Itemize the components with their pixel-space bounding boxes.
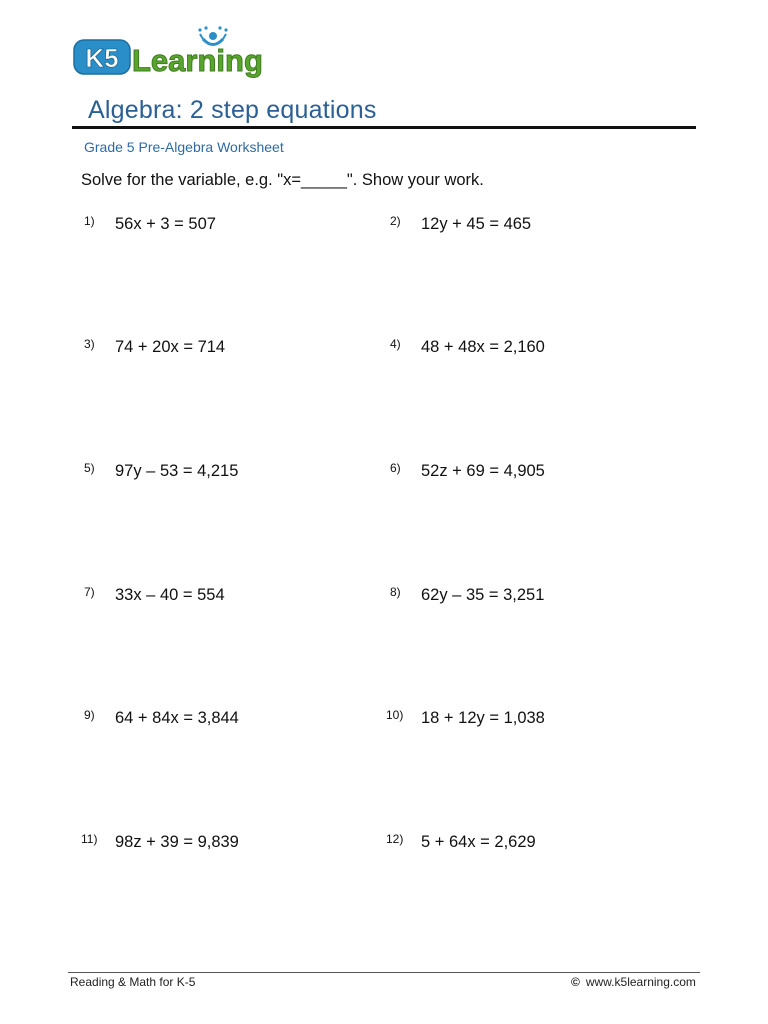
- problem-number: 11): [81, 832, 98, 846]
- title-divider: [72, 126, 696, 129]
- problem-equation: 48 + 48x = 2,160: [421, 338, 545, 356]
- problem-number: 3): [84, 337, 95, 351]
- problem-number: 2): [390, 214, 401, 228]
- problem-number: 10): [386, 708, 404, 722]
- problem-equation: 98z + 39 = 9,839: [115, 833, 239, 851]
- problem-equation: 33x – 40 = 554: [115, 586, 225, 604]
- logo-learning-text: Learning: [132, 43, 263, 78]
- problem-equation: 62y – 35 = 3,251: [421, 586, 545, 604]
- logo-k5-text: K5: [85, 43, 119, 73]
- k5-learning-logo: [72, 26, 264, 80]
- problem-equation: 74 + 20x = 714: [115, 338, 226, 356]
- problem-equation: 12y + 45 = 465: [421, 215, 532, 233]
- problem-number: 9): [84, 708, 95, 722]
- footer-website: [571, 975, 696, 989]
- problem-equation: 97y – 53 = 4,215: [115, 462, 239, 480]
- footer-url: www.k5learning.com: [585, 975, 696, 989]
- problem-equation: 56x + 3 = 507: [115, 215, 216, 233]
- problem-equation: 52z + 69 = 4,905: [421, 462, 545, 480]
- worksheet-title: Algebra: 2 step equations: [88, 96, 377, 124]
- worksheet-subtitle: Grade 5 Pre-Algebra Worksheet: [84, 139, 284, 155]
- footer-tagline: Reading & Math for K-5: [70, 975, 196, 989]
- footer-divider: [68, 972, 700, 973]
- problem-number: 8): [390, 585, 401, 599]
- problem-number: 6): [390, 461, 401, 475]
- problem-number: 4): [390, 337, 401, 351]
- problem-number: 5): [84, 461, 95, 475]
- copyright-icon: ©: [571, 975, 580, 989]
- problem-equation: 18 + 12y = 1,038: [421, 709, 545, 727]
- logo-figure-icon: [198, 26, 227, 44]
- problem-number: 1): [84, 214, 95, 228]
- problem-number: 12): [386, 832, 404, 846]
- problem-equation: 5 + 64x = 2,629: [421, 833, 536, 851]
- problem-number: 7): [84, 585, 95, 599]
- problem-equation: 64 + 84x = 3,844: [115, 709, 239, 727]
- instructions: Solve for the variable, e.g. "x=_____". Show your work.: [81, 171, 484, 189]
